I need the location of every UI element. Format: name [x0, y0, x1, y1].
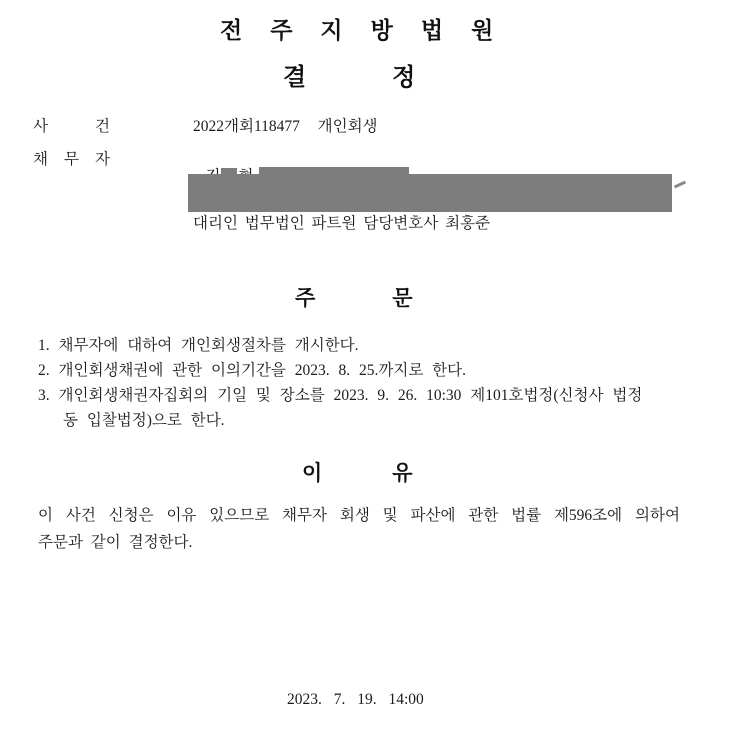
redaction-tick-mark — [674, 181, 686, 189]
reason-section-heading: 이유 — [302, 462, 483, 485]
order-item-1: 1. 채무자에 대하여 개인회생절차를 개시한다. — [38, 337, 359, 354]
case-label: 사건 — [33, 118, 157, 135]
representative-line: 대리인 법무법인 파트원 담당변호사 최홍준 — [193, 215, 491, 232]
order-section-heading: 주문 — [295, 287, 490, 310]
order-item-3: 3. 개인회생채권자집회의 기일 및 장소를 2023. 9. 26. 10:30 제101호법정(신청사 법정 — [38, 387, 643, 404]
order-item-2: 2. 개인회생채권에 관한 이의기간을 2023. 8. 25.까지로 한다. — [38, 362, 466, 379]
reason-text-line-2: 주문과 같이 결정한다. — [38, 534, 193, 551]
reason-text-line-1: 이 사건 신청은 이유 있으므로 채무자 회생 및 파산에 관한 법률 제596조에 의하여 — [38, 507, 680, 524]
order-item-3-continuation: 동 입찰법정)으로 한다. — [63, 412, 225, 429]
court-name-title: 전주지방법원 — [220, 17, 522, 43]
decision-datetime: 2023. 7. 19. 14:00 — [287, 691, 424, 708]
redaction-box-address — [188, 174, 672, 212]
document-type-title: 결정 — [283, 64, 502, 91]
debtor-label: 채무자 — [33, 151, 126, 168]
case-number: 2022개회118477 개인회생 — [193, 118, 378, 135]
